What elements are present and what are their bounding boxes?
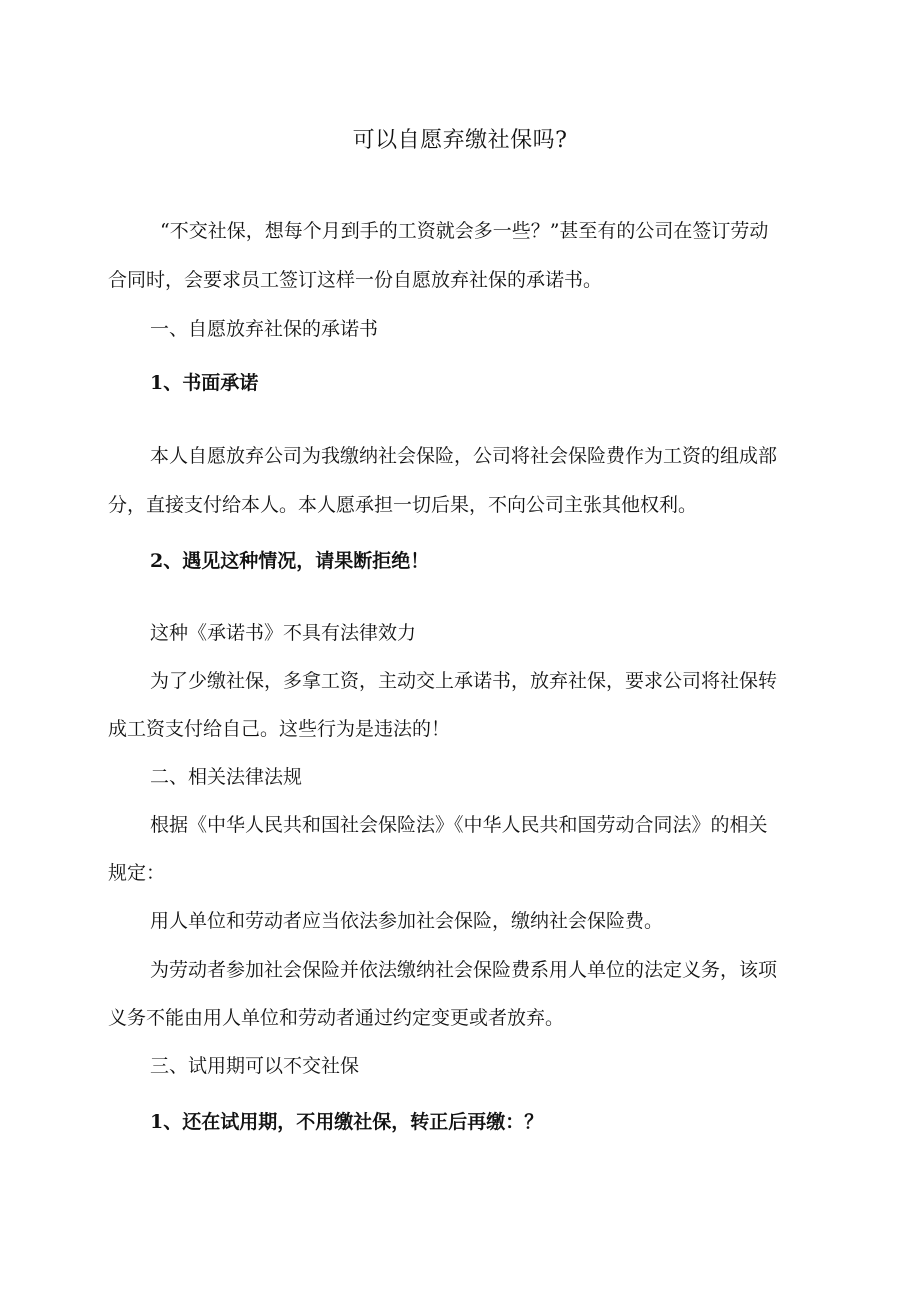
law-rule-2-line-2: 义务不能由用人单位和劳动者通过约定变更或者放弃。 — [108, 1007, 565, 1029]
intro-paragraph-line-2: 合同时，会要求员工签订这样一份自愿放弃社保的承诺书。 — [108, 269, 603, 291]
commitment-paragraph-line-1: 本人自愿放弃公司为我缴纳社会保险，公司将社会保险费作为工资的组成部 — [150, 445, 778, 467]
subsection-heading-1-1: 1、书面承诺 — [150, 372, 259, 394]
invalid-note: 这种《承诺书》不具有法律效力 — [150, 622, 417, 644]
subsection-heading-3-1: 1、还在试用期，不用缴社保，转正后再缴：？ — [150, 1111, 544, 1133]
illegal-paragraph-line-2: 成工资支付给自己。这些行为是违法的！ — [108, 718, 451, 740]
section-heading-2: 二、相关法律法规 — [150, 766, 303, 788]
law-rule-2-line-1: 为劳动者参加社会保险并依法缴纳社会保险费系用人单位的法定义务，该项 — [150, 959, 778, 981]
law-rule-1: 用人单位和劳动者应当依法参加社会保险，缴纳社会保险费。 — [150, 910, 664, 932]
law-paragraph-line-2: 规定： — [108, 862, 166, 884]
subsection-heading-1-2: 2、遇见这种情况，请果断拒绝！ — [150, 550, 430, 572]
commitment-paragraph-line-2: 分，直接支付给本人。本人愿承担一切后果，不向公司主张其他权利。 — [108, 494, 698, 516]
section-heading-1: 一、自愿放弃社保的承诺书 — [150, 318, 379, 340]
document-title: 可以自愿弃缴社保吗? — [352, 128, 568, 153]
intro-paragraph-line-1: “不交社保，想每个月到手的工资就会多一些？”甚至有的公司在签订劳动 — [160, 220, 769, 242]
section-heading-3: 三、试用期可以不交社保 — [150, 1055, 360, 1077]
law-paragraph-line-1: 根据《中华人民共和国社会保险法》《中华人民共和国劳动合同法》的相关 — [150, 814, 768, 836]
illegal-paragraph-line-1: 为了少缴社保，多拿工资，主动交上承诺书，放弃社保，要求公司将社保转 — [150, 670, 778, 692]
